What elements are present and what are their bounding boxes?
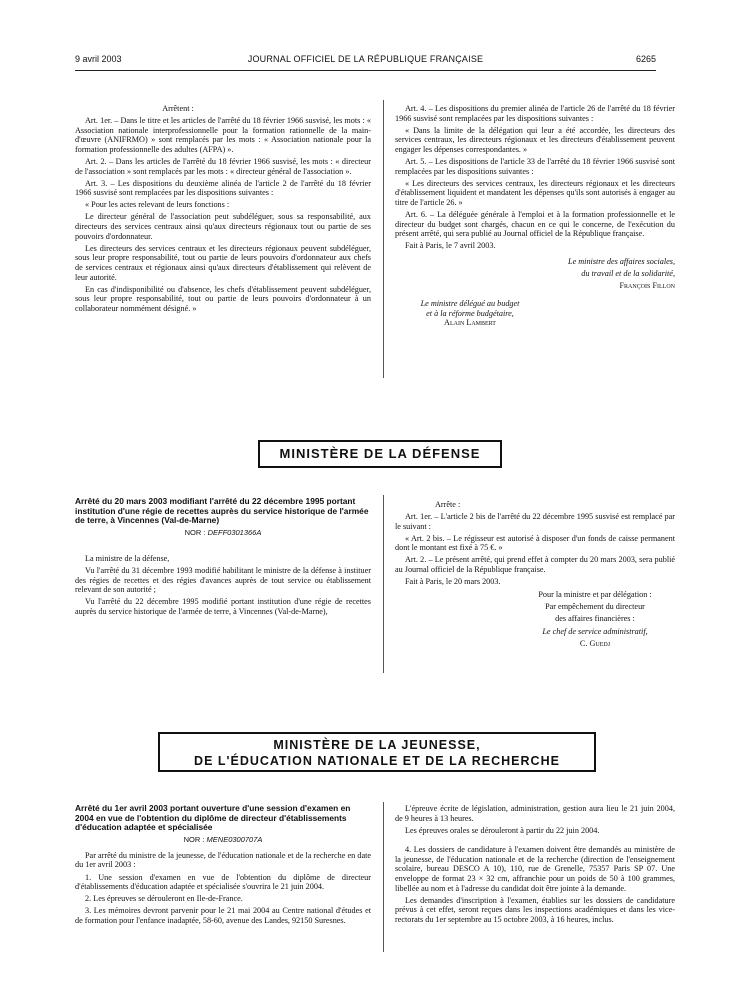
signature-name: C. Guedj xyxy=(579,638,611,648)
defense-right-column xyxy=(395,500,675,651)
ministry-heading-defense: MINISTÈRE DE LA DÉFENSE xyxy=(258,440,502,468)
signature-role: du travail et de la solidarité, xyxy=(581,269,675,279)
signature-line: Par empêchement du directeur xyxy=(545,602,645,612)
defense-signature-block xyxy=(395,590,675,649)
paragraph: Art. 1er. – Dans le titre et les articles de l'arrêté du 18 février 1966 susvisé, les mots : « Association nationale interprofessionnelle pour la formation rationnelle de la main-d'œuvre (ANIFRMO) » sont remplacés par les mots : « Association nationale pour la formation professionnelle des adultes (AFPA) ». xyxy=(75,116,371,154)
nor-label: NOR : xyxy=(183,835,205,845)
top-left-column xyxy=(75,104,371,316)
signature-name: Alain Lambert xyxy=(444,318,496,328)
paragraph: Arrêtent : xyxy=(162,104,194,113)
paragraph: Art. 2. – Le présent arrêté, qui prend effet à compter du 20 mars 2003, sera publié au Journal officiel de la République française. xyxy=(395,555,675,575)
nor-code: MENE0300707A xyxy=(206,835,263,845)
signature-block-1 xyxy=(395,257,675,291)
paragraph: L'épreuve écrite de législation, administration, gestion aura lieu le 21 juin 2004, de 9 heures à 13 heures. xyxy=(395,804,675,823)
paragraph: Vu l'arrêté du 22 décembre 1995 modifié portant institution d'une régie de recettes auprès du service historique de l'armée de terre, à Vincennes (Val-de-Marne), xyxy=(75,597,371,616)
jeunesse-column-divider xyxy=(383,802,384,952)
signature-role: Le ministre des affaires sociales, xyxy=(568,256,675,266)
paragraph: La ministre de la défense, xyxy=(85,553,170,563)
signature-line: des affaires financières : xyxy=(555,614,635,624)
paragraph: 2. Les épreuves se dérouleront en Ile-de-France. xyxy=(85,894,243,904)
signature-role: et à la réforme budgétaire, xyxy=(426,308,514,318)
header-date: 9 avril 2003 xyxy=(75,54,122,64)
decree-title: Arrêté du 1er avril 2003 portant ouverture d'une session d'examen en 2004 en vue de l'obtention du diplôme de directeur d'établissements d'éducation adaptée et spécialisée xyxy=(75,803,351,833)
signature-line: Pour la ministre et par délégation : xyxy=(538,589,652,599)
paragraph: Arrête : xyxy=(435,500,461,509)
signature-role: Le ministre délégué au budget xyxy=(420,299,520,309)
top-column-divider xyxy=(383,100,384,378)
defense-left-column xyxy=(75,497,371,619)
ministry-heading-jeunesse xyxy=(158,732,596,772)
ministry-line: DE L'ÉDUCATION NATIONALE ET DE LA RECHERCHE xyxy=(194,754,560,768)
paragraph: « Pour les actes relevant de leurs fonctions : xyxy=(85,200,230,210)
paragraph: Art. 4. – Les dispositions du premier alinéa de l'article 26 de l'arrêté du 18 février 1966 susvisé sont remplacées par les dispositions suivantes : xyxy=(395,104,675,123)
paragraph: « Les directeurs des services centraux, les directeurs régionaux et les directeurs d'établissement liquident et mandatent les dépenses qu'ils sont autorisés à engager au titre de l'article 26. » xyxy=(395,178,675,207)
jeunesse-right-column xyxy=(395,804,675,927)
paragraph: Le directeur général de l'association peut subdéléguer, sous sa responsabilité, aux directeurs des services centraux ainsi qu'aux directeurs régionaux tout ou partie de ses pouvoirs d'ordonnateur. xyxy=(75,212,371,241)
nor-reference xyxy=(75,528,371,538)
paragraph: Art. 2. – Dans les articles de l'arrêté du 18 février 1966 susvisé, les mots : « directeur de l'association » sont remplacés par les mots : « directeur général de l'association ». xyxy=(75,156,371,176)
nor-reference xyxy=(75,835,371,845)
paragraph: Vu l'arrêté du 31 décembre 1993 modifié habilitant le ministre de la défense à instituer des régies de recettes et des régies d'avances auprès de tout service ou établissement relevant de son autorité ; xyxy=(75,565,371,595)
paragraph: En cas d'indisponibilité ou d'absence, les chefs d'établissement peuvent subdéléguer, sous leur propre responsabilité, tout ou partie de leurs pouvoirs d'ordonnateur à un collaborateur nommément désigné. » xyxy=(75,284,371,313)
jeunesse-left-column xyxy=(75,804,371,928)
nor-label: NOR : xyxy=(184,528,206,538)
paragraph: Les demandes d'inscription à l'examen, établies sur les dossiers de candidature prévus à cet effet, seront reçues dans les inspections académiques et dans les vice-rectorats du 1er septembre au 15 octobre 2003, à 16 heures, inclus. xyxy=(395,895,675,924)
signature-name: François Fillon xyxy=(619,281,675,291)
paragraph: 1. Une session d'examen en vue de l'obtention du diplôme de directeur d'établissements d'éducation adaptée et spécialisée s'ouvrira le 21 juin 2004. xyxy=(75,872,371,892)
signature-block-2 xyxy=(395,299,545,328)
paragraph: 3. Les mémoires devront parvenir pour le 21 mai 2004 au Centre national d'études et de formation pour l'enfance inadaptée, 58-60, avenue des Landes, 92150 Suresnes. xyxy=(75,906,371,925)
top-right-column xyxy=(395,104,675,328)
defense-column-divider xyxy=(383,495,384,673)
paragraph: Art. 6. – La déléguée générale à l'emploi et à la formation professionnelle et le directeur du budget sont chargés, chacun en ce qui le concerne, de l'exécution du présent arrêté, qui sera publié au Journal officiel de la République française. xyxy=(395,209,675,239)
paragraph: « Dans la limite de la délégation qui leur a été accordée, les directeurs des services centraux, les directeurs régionaux et les directeurs d'établissement peuvent engager les dépenses correspondantes. » xyxy=(395,125,675,154)
paragraph: Art. 3. – Les dispositions du deuxième alinéa de l'article 2 de l'arrêté du 18 février 1966 susvisé sont remplacées par les dispositions suivantes : xyxy=(75,178,371,198)
ministry-line: MINISTÈRE DE LA JEUNESSE, xyxy=(273,738,481,752)
header-rule xyxy=(75,70,656,71)
nor-code: DEFF0301366A xyxy=(207,528,262,538)
paragraph: Les directeurs des services centraux et les directeurs régionaux peuvent subdéléguer, sous leur propre responsabilité, tout ou partie de leurs pouvoirs d'ordonnateur aux chefs de services centraux et régionaux ainsi qu'aux directeurs d'établissement qui relèvent de leur autorité. xyxy=(75,243,371,282)
running-header xyxy=(75,54,656,68)
header-journal-title: JOURNAL OFFICIEL DE LA RÉPUBLIQUE FRANÇAISE xyxy=(247,54,484,64)
paragraph: Art. 1er. – L'article 2 bis de l'arrêté du 22 décembre 1995 susvisé est remplacé par le suivant : xyxy=(395,512,675,531)
paragraph: Fait à Paris, le 7 avril 2003. xyxy=(405,241,496,251)
decree-title: Arrêté du 20 mars 2003 modifiant l'arrêté du 22 décembre 1995 portant institution d'une régie de recettes auprès du service historique de l'armée de terre, à Vincennes (Val-de-Marne) xyxy=(75,496,369,526)
paragraph: Art. 5. – Les dispositions de l'article 33 de l'arrêté du 18 février 1966 susvisé sont remplacées par les dispositions suivantes : xyxy=(395,156,675,176)
paragraph: Par arrêté du ministre de la jeunesse, de l'éducation nationale et de la recherche en date du 1er avril 2003 : xyxy=(75,850,371,870)
signature-role: Le chef de service administratif, xyxy=(542,626,648,636)
header-page-number: 6265 xyxy=(635,54,656,64)
paragraph: « Art. 2 bis. – Le régisseur est autorisé à disposer d'un fonds de caisse permanent dont le montant est fixé à 75 €. » xyxy=(395,533,675,553)
paragraph: 4. Les dossiers de candidature à l'examen doivent être demandés au ministère de la jeunesse, de l'éducation nationale et de la recherche (direction de l'enseignement scolaire, bureau DESCO A 10), 110, rue de Grenelle, 75357 Paris SP 07. Une enveloppe de format 23 × 32 cm, affranchie pour un poids de 50 à 100 grammes, libellée au nom et à l'adresse du candidat doit être jointe à la demande. xyxy=(395,845,675,893)
paragraph: Fait à Paris, le 20 mars 2003. xyxy=(405,577,501,587)
paragraph: Les épreuves orales se dérouleront à partir du 22 juin 2004. xyxy=(405,825,600,835)
